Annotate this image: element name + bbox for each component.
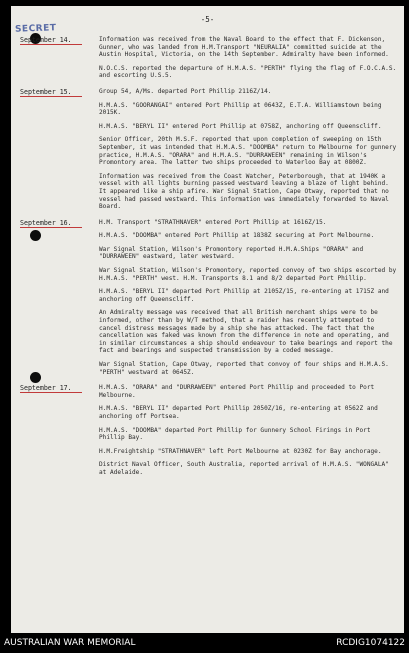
entry-date: September 17. [20, 384, 90, 392]
footer-record-id: RCDIG1074122 [336, 638, 405, 648]
entry-date: September 16. [20, 219, 90, 227]
entry-paragraph: H.M.A.S. "ORARA" and "DURRAWEEN" entered Port Phillip and proceeded to Port Melbourne. [99, 384, 375, 399]
entry-paragraph: H.M. Transport "STRATHNAVER" entered Port Phillip at 1616Z/15. [99, 218, 327, 226]
entry-paragraph: H.M.A.S. "BERYL II" departed Port Phillip at 2105Z/15, re-entering at 1715Z and anchoring off Queenscliff. [99, 288, 389, 303]
entry-date: September 15. [20, 88, 90, 96]
entry-paragraph: District Naval Officer, South Australia, reported arrival of H.M.A.S. "WONGALA" at Adelaide. [99, 461, 389, 476]
log-entries [11, 36, 404, 483]
day-entry [11, 88, 404, 211]
entry-paragraphs [99, 219, 399, 377]
entry-paragraph: War Signal Station, Wilson's Promontory, reported convoy of two ships escorted by H.M.A.S. "PERTH" west. H.M. Transports 8.1 and 8/2 departed Port Phillip. [99, 267, 397, 282]
entry-paragraphs [99, 88, 399, 211]
secret-stamp: SECRET [14, 23, 57, 35]
day-entry [11, 384, 404, 476]
entry-paragraph: War Signal Station, Wilson's Promontory reported H.M.A.Ships "ORARA" and "DURRAWEEN" eastward, later westward. [99, 245, 364, 261]
entry-paragraph: Information was received from the Coast Watcher, Peterborough, that at 1940K a vessel with all lights burning passed westward leaving a blaze of light behind. It appeared like a ship afire. War Signal Station, Cape Otway, reported that no vessel had passed westward. This information was immediately forwarded to Naval Board. [99, 172, 389, 211]
entry-paragraph: H.M.A.S. "DOOMBA" departed Port Phillip for Gunnery School Firings in Port Phillip Bay. [99, 426, 371, 442]
page-number: -5- [200, 15, 215, 24]
archive-footer [0, 636, 409, 653]
entry-paragraph: H.M.A.S. "BERYL II" departed Port Phillip 2050Z/16, re-entering at 0562Z and anchoring off Portsea. [99, 405, 378, 420]
day-entry [11, 36, 404, 80]
entry-paragraph: H.M.A.S. "DOOMBA" entered Port Phillip at 1838Z securing at Port Melbourne. [99, 232, 375, 240]
entry-paragraph: Group 54, A/Ms. departed Port Phillip 2116Z/14. [99, 87, 272, 95]
entry-paragraph: An Admiralty message was received that all British merchant ships were to be informed, other than by W/T method, that a raider has recently attempted to cancel distress messages made by a ship she has attacked. The fact that the cancellation was faked was known from the difference in note and operating, and in similar circumstances a ship should endeavour to take bearings and report the fact and bearings and suspected transmission by a coded message. [99, 309, 393, 355]
day-entry [11, 219, 404, 377]
entry-paragraphs [99, 36, 399, 80]
entry-paragraph: N.O.C.S. reported the departure of H.M.A.S. "PERTH" flying the flag of F.O.C.A.S. and escorting U.S.5. [99, 64, 397, 80]
entry-paragraph: H.M.A.S. "GOORANGAI" entered Port Phillip at 0643Z, E.T.A. Williamstown being 2015K. [99, 101, 382, 117]
footer-source: AUSTRALIAN WAR MEMORIAL [4, 638, 136, 648]
entry-paragraph: Information was received from the Naval Board to the effect that F. Dickenson, Gunner, who was landed from H.M.Transport "NEURALIA" committed suicide at the Austin Hospital, Victoria, on the 14th September. Admiralty have been informed. [99, 36, 389, 59]
entry-paragraph: War Signal Station, Cape Otway, reported that convoy of four ships and H.M.A.S. "PERTH" westward at 0645Z. [99, 361, 389, 376]
entry-date: September 14. [20, 36, 90, 44]
entry-paragraph: H.M.Freightship "STRATHNAVER" left Port Melbourne at 0230Z for Bay anchorage. [99, 447, 382, 455]
entry-paragraph: Senior Officer, 20th M.S.F. reported that upon completion of sweeping on 15th September, it was intended that H.M.A.S. "DOOMBA" return to Melbourne for gunnery practice, H.M.A.S. "ORARA" and H.M.A.S. "DURRAWEEN" remaining in Wilson's Promontory area. The latter two ships proceeded to Waterloo Bay at 0800Z. [99, 136, 397, 167]
document-page [11, 6, 404, 633]
entry-paragraphs [99, 384, 399, 476]
entry-paragraph: H.M.A.S. "BERYL II" entered Port Phillip at 0758Z, anchoring off Queenscliff. [99, 122, 382, 130]
